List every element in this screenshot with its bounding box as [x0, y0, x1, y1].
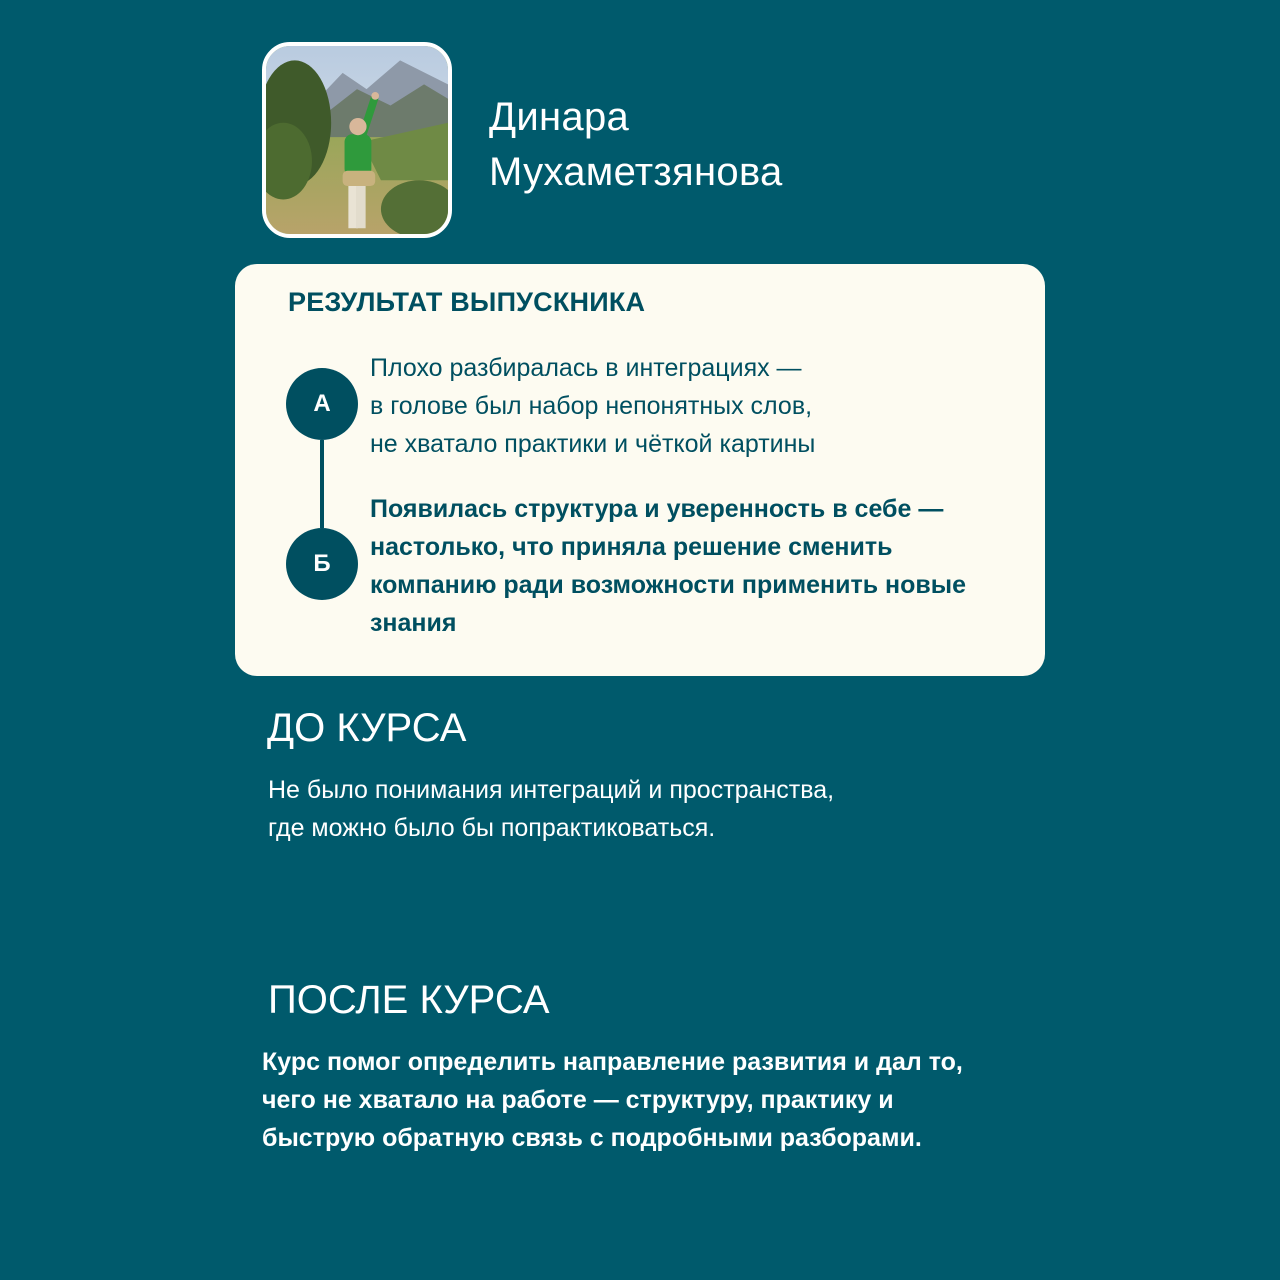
after-course-heading: ПОСЛЕ КУРСА	[268, 978, 550, 1022]
step-a-text	[370, 349, 815, 463]
graduate-last-name: Мухаметзянова	[489, 150, 783, 194]
after-course-line: быструю обратную связь с подробными разборами.	[262, 1124, 922, 1152]
graduate-first-name: Динара	[489, 95, 630, 139]
step-b-marker: Б	[286, 528, 358, 600]
before-course-text	[268, 771, 834, 847]
before-course-line: где можно было бы попрактиковаться.	[268, 814, 716, 842]
step-a-marker: А	[286, 368, 358, 440]
step-a-line: Плохо разбиралась в интеграциях —	[370, 354, 802, 382]
before-course-line: Не было понимания интеграций и пространства,	[268, 776, 835, 804]
result-card	[235, 264, 1045, 676]
profile-photo-image	[266, 46, 448, 234]
step-b-line: настолько, что приняла решение сменить	[370, 533, 893, 561]
step-b-line: Появилась структура и уверенность в себе —	[370, 495, 944, 523]
step-a-line: не хватало практики и чёткой картины	[370, 430, 816, 458]
step-b-line: знания	[370, 609, 457, 637]
after-course-line: Курс помог определить направление развития и дал то,	[262, 1048, 963, 1076]
before-course-heading: ДО КУРСА	[267, 706, 467, 750]
step-connector-line	[320, 440, 324, 528]
after-course-text	[262, 1043, 963, 1157]
card-title: РЕЗУЛЬТАТ ВЫПУСКНИКА	[288, 287, 646, 317]
after-course-line: чего не хватало на работе — структуру, практику и	[262, 1086, 894, 1114]
profile-photo	[262, 42, 452, 238]
step-b-line: компанию ради возможности применить новые	[370, 571, 967, 599]
step-a-line: в голове был набор непонятных слов,	[370, 392, 813, 420]
step-b-text	[370, 490, 966, 642]
graduate-name	[489, 90, 783, 200]
